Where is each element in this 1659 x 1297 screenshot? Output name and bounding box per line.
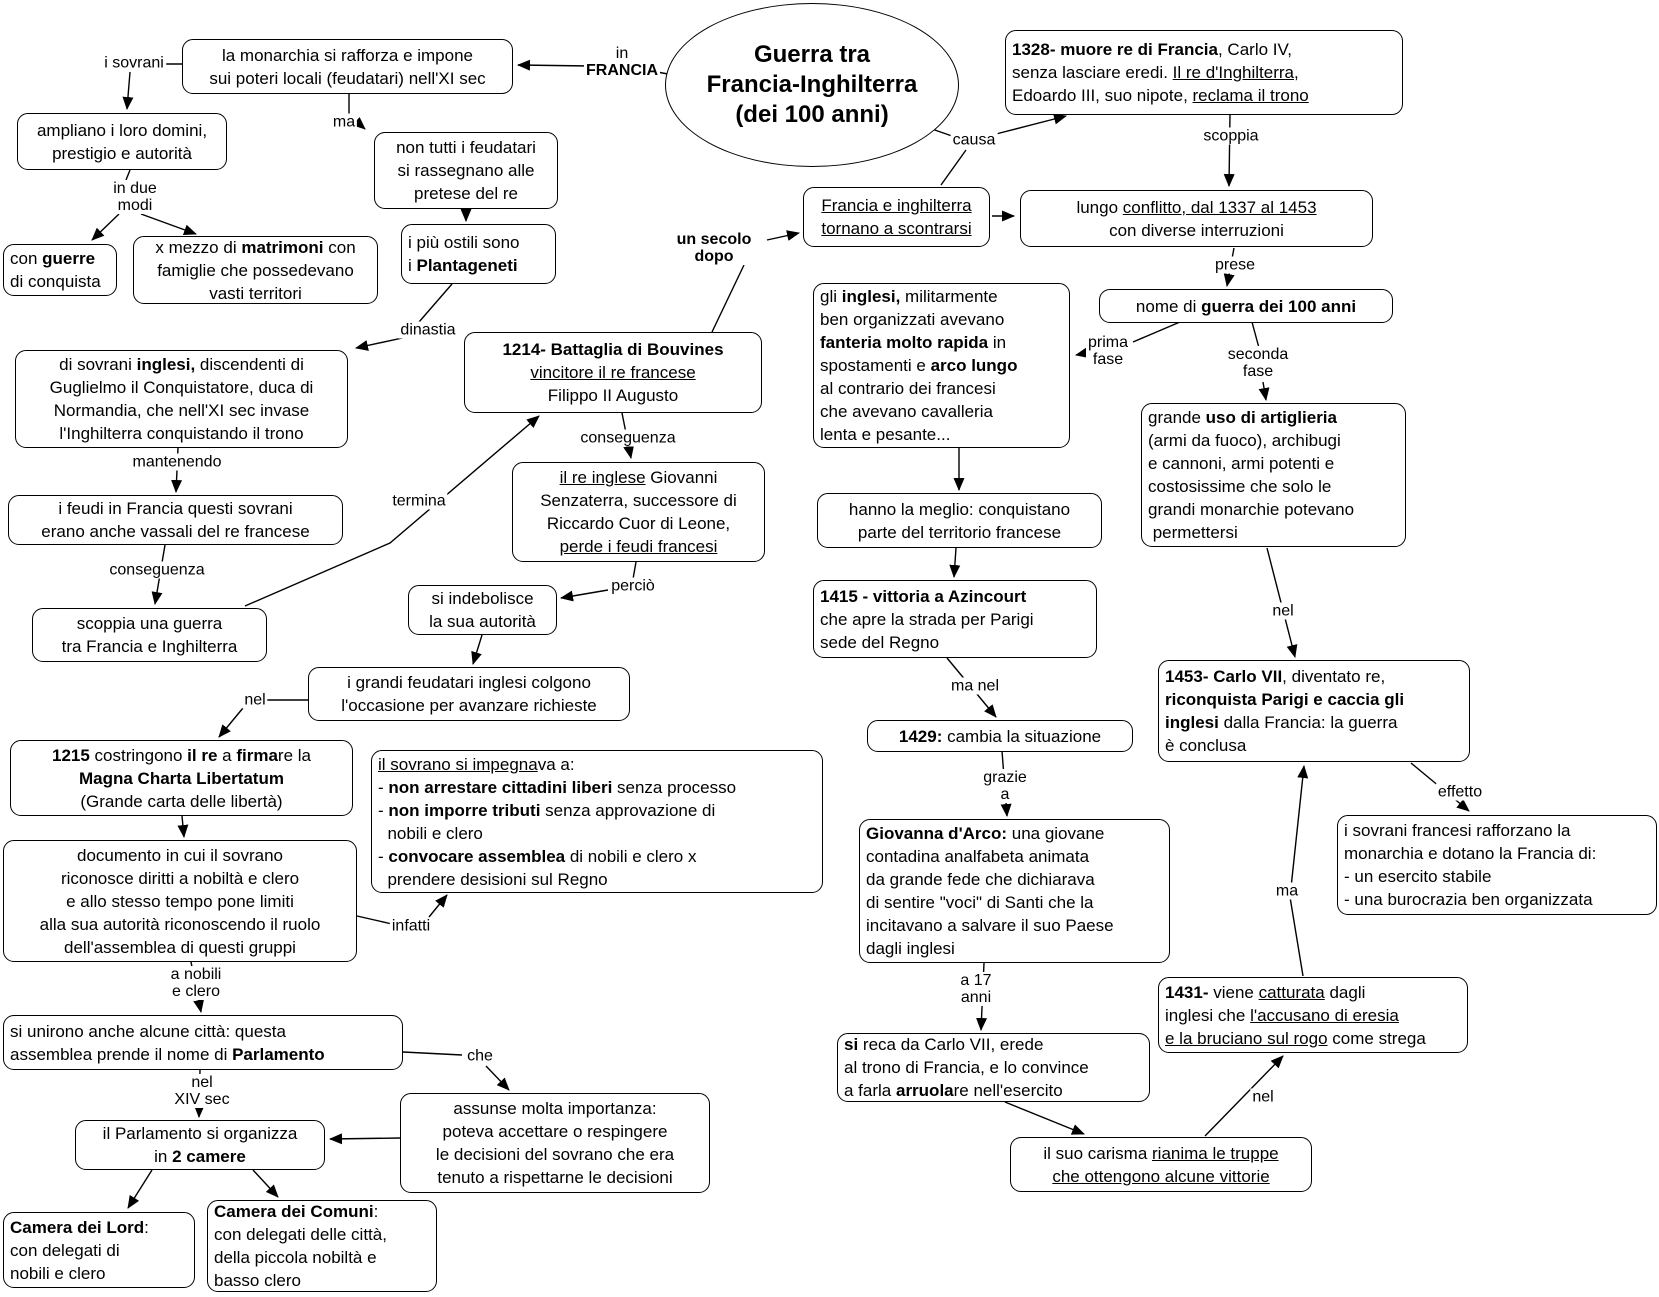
- text-line: dopo: [694, 248, 734, 265]
- text-line: riconosce diritti a nobiltà e clero: [60, 868, 300, 888]
- text-line: Camera dei Comuni:: [214, 1202, 379, 1221]
- text-line: lenta e pesante...: [820, 425, 951, 444]
- text-line: inglesi dalla Francia: la guerra: [1165, 713, 1398, 732]
- text-line: a nobili: [170, 966, 222, 983]
- text-line: sui poteri locali (feudatari) nell'XI sec: [209, 68, 486, 88]
- text-line: l'Inghilterra conquistando il trono: [59, 424, 304, 443]
- text-line: 1215 costringono il re a firmare la: [52, 745, 311, 765]
- text-line: scoppia una guerra: [76, 614, 223, 633]
- text-line: prestigio e autorità: [52, 143, 192, 163]
- map-node-due-camere: [75, 1120, 325, 1170]
- text-line: conseguenza: [580, 429, 676, 447]
- edge-label-mantenendo: [131, 454, 224, 471]
- text-line: gli inglesi, militarmente: [820, 287, 998, 306]
- text-line: 1431- viene catturata dagli: [1165, 982, 1366, 1002]
- edge-label-grazie-a: [981, 769, 1029, 803]
- map-node-scoppia-guerra: [32, 608, 267, 662]
- map-node-giovanni-senzaterra: [512, 462, 765, 562]
- text-line: ma: [1275, 882, 1299, 900]
- text-line: i feudi in Francia questi sovrani: [58, 499, 293, 518]
- text-line: - convocare assemblea di nobili e clero x: [378, 846, 697, 866]
- connector-line: [92, 214, 119, 240]
- text-line: perciò: [611, 577, 655, 595]
- edge-label-nel-3: [1250, 1089, 1275, 1106]
- connector-line: [473, 635, 482, 664]
- connector-line: [941, 150, 966, 185]
- text-line: riconquista Parigi e caccia gli: [1165, 690, 1405, 709]
- text-line: ma: [332, 113, 356, 131]
- text-line: nel: [1272, 602, 1294, 620]
- text-line: 1453- Carlo VII, diventato re,: [1165, 667, 1386, 686]
- map-node-monarchia-si-rafforza: [182, 39, 513, 94]
- text-line: parte del territorio francese: [857, 522, 1062, 542]
- text-line: e la bruciano sul rogo come strega: [1165, 1028, 1426, 1048]
- map-node-1431-catturata: [1158, 977, 1468, 1053]
- text-line: famiglie che possedevano: [157, 260, 354, 280]
- connector-line: [712, 265, 744, 332]
- text-line: con diverse interruzioni: [1109, 220, 1284, 240]
- text-line: di sentire "voci" di Santi che la: [866, 893, 1094, 912]
- text-line: perde i feudi francesi: [559, 537, 718, 556]
- map-node-inglesi-militarmente: [813, 283, 1070, 448]
- text-line: il sovrano si impegnava a:: [378, 754, 575, 774]
- connector-line: [253, 1170, 278, 1197]
- text-line: ma nel: [950, 677, 1000, 695]
- text-line: prese: [1214, 256, 1256, 274]
- text-line: Riccardo Cuor di Leone,: [546, 514, 731, 533]
- text-line: grandi monarchie potevano: [1148, 500, 1355, 519]
- connector-line: [996, 116, 1066, 134]
- connector-line: [357, 916, 392, 924]
- text-line: con delegati di: [10, 1240, 120, 1260]
- connector-line: [561, 590, 608, 598]
- map-node-guerre-di-conquista: [3, 244, 117, 296]
- map-node-morte-carlo-iv: [1005, 30, 1403, 115]
- text-line: i più ostili sono: [408, 233, 520, 252]
- text-line: nel: [1252, 1088, 1274, 1106]
- text-line: - una burocrazia ben organizzata: [1344, 890, 1593, 909]
- text-line: spostamenti e arco lungo: [820, 356, 1018, 375]
- text-line: Camera dei Lord:: [10, 1217, 149, 1237]
- text-line: 1328- muore re di Francia, Carlo IV,: [1012, 40, 1293, 59]
- text-line: inglesi che l'accusano di eresia: [1165, 1005, 1399, 1025]
- map-node-nome-guerra-100-anni: [1099, 289, 1393, 323]
- text-line: poteva accettare o respingere: [442, 1122, 668, 1141]
- connector-line: [1229, 114, 1230, 186]
- map-node-impegni-sovrano: [371, 750, 823, 893]
- text-line: al trono di Francia, e lo convince: [844, 1058, 1089, 1077]
- map-node-camera-lord: [3, 1212, 195, 1288]
- map-node-feudi-in-francia: [8, 495, 343, 545]
- text-line: ampliano i loro domini,: [36, 120, 208, 140]
- map-node-parlamento: [3, 1015, 403, 1070]
- edge-label-in-due-modi: [111, 180, 159, 214]
- edge-label-percio: [609, 578, 657, 595]
- map-node-sovrani-inglesi: [15, 350, 348, 448]
- text-line: non tutti i feudatari: [396, 138, 536, 157]
- text-line: è conclusa: [1165, 736, 1247, 755]
- text-line: costosissime che solo le: [1148, 477, 1332, 496]
- text-line: fase: [1092, 351, 1124, 368]
- text-line: seconda: [1227, 346, 1289, 363]
- text-line: che ottengono alcune vittorie: [1052, 1166, 1270, 1186]
- text-line: al contrario dei francesi: [820, 379, 996, 398]
- edge-label-che: [465, 1048, 495, 1065]
- text-line: anni: [960, 989, 992, 1006]
- text-line: con guerre: [10, 249, 96, 268]
- map-node-1453-carlo-vii: [1158, 660, 1470, 762]
- map-node-giovanna-darco: [859, 819, 1170, 963]
- connector-line: [767, 233, 799, 240]
- text-line: senza lasciare eredi. Il re d'Inghilterra,: [1012, 63, 1299, 82]
- edge-label-i-sovrani: [102, 55, 166, 72]
- text-line: basso clero: [214, 1271, 301, 1290]
- text-line: Francia e inghilterra: [821, 196, 972, 215]
- text-line: infatti: [391, 917, 431, 935]
- text-line: i sovrani: [104, 54, 164, 72]
- text-line: il re inglese Giovanni: [559, 468, 718, 487]
- connector-line: [330, 1138, 400, 1139]
- text-line: - un esercito stabile: [1344, 867, 1492, 886]
- text-line: a farla arruolare nell'esercito: [844, 1081, 1063, 1100]
- text-line: da grande fede che dichiarava: [866, 870, 1095, 889]
- text-line: dinastia: [400, 321, 456, 339]
- connector-line: [127, 72, 130, 109]
- connector-line: [486, 1066, 509, 1090]
- text-line: vasti territori: [209, 283, 302, 303]
- text-line: e cannoni, armi potenti e: [1148, 454, 1335, 473]
- text-line: il Parlamento si organizza: [102, 1124, 298, 1143]
- map-node-conflitto-1337-1453: [1020, 190, 1373, 247]
- text-line: Senzaterra, successore di: [540, 491, 737, 510]
- edge-label-nel-2: [1270, 603, 1295, 620]
- text-line: 1429: cambia la situazione: [898, 726, 1102, 746]
- text-line: si rassegnano alle: [397, 161, 535, 180]
- text-line: pretese del re: [414, 184, 518, 203]
- edge-label-in-francia: [584, 45, 660, 79]
- text-line: i Plantageneti: [408, 256, 518, 275]
- map-node-plantageneti: [401, 224, 556, 284]
- edge-label-ma-2: [1274, 883, 1300, 900]
- edge-label-nel-1: [242, 692, 267, 709]
- text-line: nobili e clero: [10, 1263, 106, 1283]
- text-line: nome di guerra dei 100 anni: [1135, 296, 1357, 316]
- text-line: causa: [952, 131, 996, 149]
- text-line: la monarchia si rafforza e impone: [221, 45, 474, 65]
- text-line: Francia-Inghilterra: [706, 71, 918, 98]
- connector-line: [518, 65, 590, 66]
- map-node-vittoria-azincourt: [813, 580, 1097, 658]
- text-line: ben organizzati avevano: [820, 310, 1005, 329]
- map-node-matrimoni: [133, 236, 378, 304]
- text-line: 1214- Battaglia di Bouvines: [502, 340, 724, 359]
- text-line: Edoardo III, suo nipote, reclama il trono: [1012, 86, 1309, 105]
- edge-label-infatti: [390, 918, 432, 935]
- text-line: Normandia, che nell'XI sec invase: [53, 401, 310, 420]
- text-line: erano anche vassali del re francese: [41, 522, 310, 541]
- edge-label-ma-nel: [949, 678, 1001, 695]
- text-line: della piccola nobiltà e: [214, 1248, 377, 1267]
- text-line: che: [467, 1047, 493, 1065]
- text-line: si reca da Carlo VII, erede: [844, 1035, 1044, 1054]
- map-node-magna-charta: [10, 740, 353, 816]
- text-line: nel: [191, 1074, 213, 1091]
- text-line: e clero: [171, 983, 221, 1000]
- connector-line: [403, 1052, 462, 1055]
- edge-label-termina: [390, 493, 447, 510]
- text-line: alla sua autorità riconoscendo il ruolo: [39, 914, 321, 934]
- text-line: nel: [244, 691, 266, 709]
- text-line: in: [615, 45, 629, 62]
- text-line: e allo stesso tempo pone limiti: [66, 891, 294, 911]
- text-line: un secolo: [676, 231, 752, 248]
- text-line: (dei 100 anni): [735, 101, 889, 128]
- edge-label-nel-xiv-sec: [172, 1074, 231, 1108]
- text-line: sede del Regno: [820, 632, 940, 652]
- text-line: che avevano cavalleria: [820, 402, 993, 421]
- connector-line: [429, 895, 447, 917]
- text-line: - non imporre tributi senza approvazione di: [378, 800, 716, 820]
- connector-line: [633, 562, 636, 579]
- text-line: Magna Charta Libertatum: [79, 768, 284, 788]
- edge-label-a-nobili-e-clero: [169, 966, 224, 1000]
- text-line: scoppia: [1203, 127, 1259, 145]
- connector-line: [1133, 322, 1180, 342]
- text-line: x mezzo di matrimoni con: [155, 237, 356, 257]
- connector-line: [1290, 766, 1304, 976]
- connector-line: [141, 214, 196, 234]
- edge-label-un-secolo-dopo: [675, 231, 754, 265]
- text-line: incitavano a salvare il suo Paese: [866, 916, 1114, 935]
- text-line: monarchia e dotano la Francia di:: [1344, 844, 1597, 863]
- map-node-feudatari-richieste: [308, 667, 630, 721]
- text-line: grande uso di artiglieria: [1148, 408, 1337, 427]
- text-line: che apre la strada per Parigi: [820, 609, 1034, 629]
- text-line: mantenendo: [132, 453, 222, 471]
- map-node-title-ellipse: [665, 3, 959, 167]
- text-line: assunse molta importanza:: [453, 1099, 657, 1118]
- map-node-feudatari-non-rassegnati: [374, 132, 558, 209]
- text-line: Filippo II Augusto: [547, 386, 679, 405]
- text-line: di sovrani inglesi, discendenti di: [59, 355, 304, 374]
- text-line: la sua autorità: [429, 612, 536, 631]
- text-line: prendere desisioni sul Regno: [378, 869, 608, 889]
- text-line: modi: [117, 197, 153, 214]
- text-line: tornano a scontrarsi: [821, 219, 972, 238]
- text-line: (armi da fuoco), archibugi: [1148, 431, 1341, 450]
- edge-label-causa: [951, 132, 998, 149]
- map-node-camera-comuni: [207, 1200, 437, 1292]
- map-node-importanza-parlamento: [400, 1093, 710, 1193]
- text-line: conseguenza: [109, 561, 205, 579]
- edge-label-scoppia: [1201, 128, 1260, 145]
- text-line: prima: [1087, 334, 1129, 351]
- connector-line: [1263, 382, 1266, 400]
- connector-line: [356, 337, 407, 348]
- map-node-documento-diritti: [3, 840, 357, 962]
- text-line: il suo carisma rianima le truppe: [1043, 1143, 1279, 1163]
- text-line: Giovanna d'Arco: una giovane: [866, 824, 1105, 843]
- text-line: - non arrestare cittadini liberi senza processo: [378, 777, 737, 797]
- edge-label-conseguenza-1: [107, 562, 206, 579]
- edge-label-seconda-fase: [1226, 346, 1291, 380]
- text-line: le decisioni del sovrano che era: [435, 1145, 675, 1164]
- text-line: Guerra tra: [753, 41, 871, 68]
- text-line: grazie: [983, 769, 1027, 786]
- text-line: in 2 camere: [154, 1147, 246, 1166]
- edge-label-prese: [1213, 257, 1257, 274]
- map-node-ampliano-domini: [17, 113, 227, 170]
- edge-label-a-17-anni: [958, 972, 993, 1006]
- text-line: in due: [113, 180, 157, 197]
- edge-label-prima-fase: [1086, 334, 1130, 368]
- text-line: FRANCIA: [586, 62, 658, 79]
- text-line: con delegati delle città,: [214, 1225, 387, 1244]
- connector-line: [126, 170, 130, 180]
- connector-line: [182, 816, 184, 837]
- text-line: documento in cui il sovrano: [76, 845, 283, 865]
- text-line: l'occasione per avanzare richieste: [341, 696, 597, 715]
- map-node-carisma-rianima: [1010, 1137, 1312, 1192]
- connector-line: [419, 284, 452, 322]
- map-node-1429-cambia: [867, 720, 1133, 752]
- text-line: i grandi feudatari inglesi colgono: [347, 673, 591, 692]
- text-line: fase: [1242, 363, 1274, 380]
- text-line: termina: [392, 492, 446, 510]
- text-line: 1415 - vittoria a Azincourt: [820, 586, 1027, 606]
- text-line: vincitore il re francese: [530, 363, 696, 382]
- map-node-sovrani-francesi-rafforzano: [1337, 815, 1657, 915]
- map-node-francia-inghilterra-scontro: [803, 187, 990, 247]
- text-line: effetto: [1437, 783, 1483, 801]
- text-line: hanno la meglio: conquistano: [848, 499, 1071, 519]
- edge-label-ma-1: [331, 114, 357, 131]
- text-line: tenuto a rispettarne le decisioni: [437, 1168, 673, 1187]
- text-line: dell'assemblea di questi gruppi: [64, 937, 296, 957]
- connector-line: [219, 708, 243, 737]
- text-line: lungo conflitto, dal 1337 al 1453: [1076, 197, 1317, 217]
- connector-line: [954, 548, 956, 577]
- map-node-si-indebolisce-autorita: [408, 585, 557, 635]
- edge-label-conseguenza-2: [578, 430, 677, 447]
- text-line: dagli inglesi: [866, 939, 955, 958]
- text-line: XIV sec: [174, 1091, 230, 1108]
- text-line: a 17: [960, 972, 992, 989]
- connector-line: [128, 1170, 152, 1208]
- text-line: si unirono anche alcune città: questa: [10, 1021, 286, 1041]
- map-node-uso-artiglieria: [1141, 403, 1406, 547]
- edge-label-dinastia: [398, 322, 457, 339]
- text-line: permettersi: [1148, 523, 1238, 542]
- map-node-reca-da-carlo-vii: [837, 1033, 1150, 1102]
- text-line: contadina analfabeta animata: [866, 847, 1090, 866]
- text-line: fanteria molto rapida in: [820, 333, 1007, 352]
- text-line: tra Francia e Inghilterra: [61, 637, 238, 656]
- text-line: di conquista: [10, 272, 101, 291]
- text-line: i sovrani francesi rafforzano la: [1344, 821, 1571, 840]
- text-line: Guglielmo il Conquistatore, duca di: [49, 378, 314, 397]
- text-line: a: [1000, 786, 1010, 803]
- text-line: assemblea prende il nome di Parlamento: [10, 1044, 325, 1064]
- connector-line: [1005, 1102, 1084, 1134]
- map-node-battaglia-bouvines: [464, 332, 762, 413]
- connector-line: [1252, 322, 1259, 348]
- text-line: nobili e clero: [378, 823, 483, 843]
- text-line: si indebolisce: [431, 589, 534, 608]
- text-line: (Grande carta delle libertà): [80, 791, 283, 811]
- map-node-hanno-la-meglio: [817, 493, 1102, 548]
- edge-label-effetto: [1436, 784, 1484, 801]
